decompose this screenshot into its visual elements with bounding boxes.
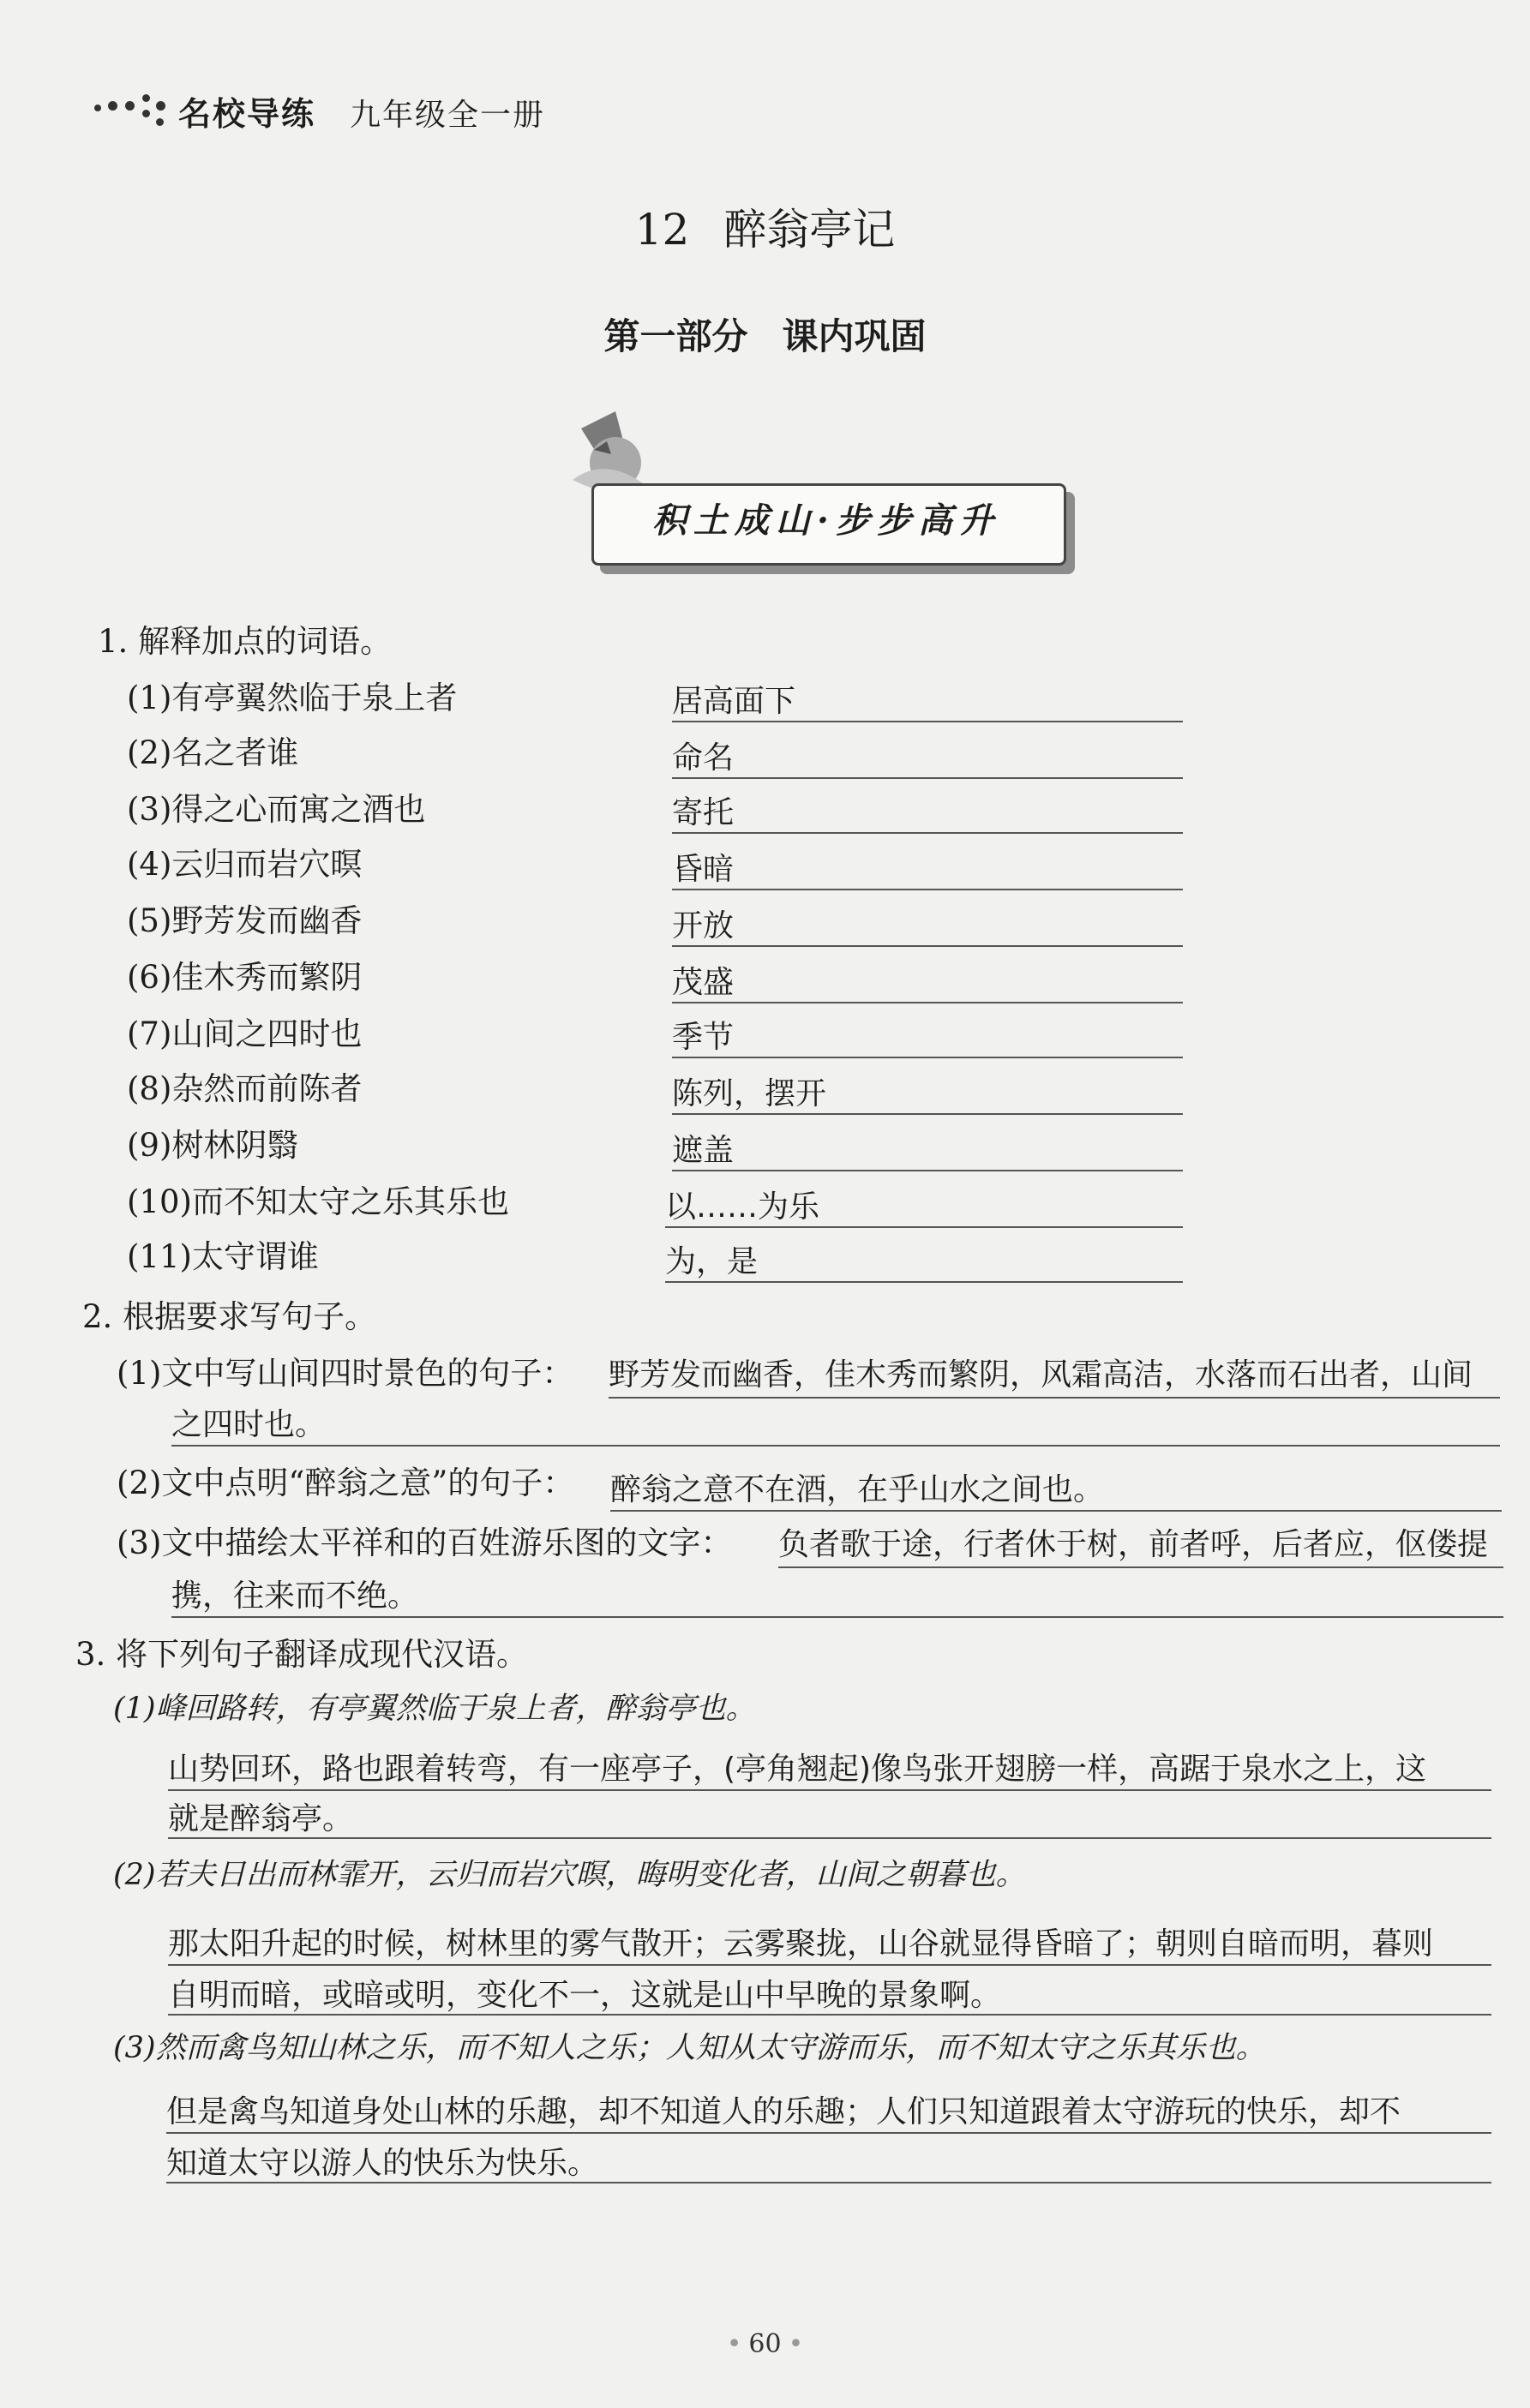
answer-underline xyxy=(610,1510,1502,1512)
q3-item-answer-cont: 就是醉翁亭。 xyxy=(168,1801,354,1836)
q1-item-answer: 以……为乐 xyxy=(665,1183,1183,1228)
q3-item-answer: 但是禽鸟知道身处山林的乐趣，却不知道人的乐趣；人们只知道跟着太守游玩的快乐，却不 xyxy=(166,2094,1401,2129)
answer-underline xyxy=(168,1837,1491,1839)
q2-title: 2. 根据要求写句子。 xyxy=(82,1298,377,1335)
q1-item-answer: 命名 xyxy=(672,734,1183,779)
lesson-number: 12 xyxy=(634,205,690,255)
answer-underline xyxy=(168,1964,1491,1966)
q1-title: 1. 解释加点的词语。 xyxy=(98,623,393,660)
q2-item-answer: 负者歌于途，行者休于树，前者呼，后者应，伛偻提 xyxy=(778,1527,1489,1562)
answer-underline xyxy=(166,2132,1491,2134)
q1-item-answer: 陈列，摆开 xyxy=(672,1069,1183,1115)
answer-underline xyxy=(778,1566,1503,1568)
q1-item-answer: 居高面下 xyxy=(672,677,1183,722)
q2-item-prompt: (2)文中点明“醉翁之意”的句子： xyxy=(117,1465,575,1501)
q1-item-prompt: (10)而不知太守之乐其乐也 xyxy=(127,1183,509,1220)
q3-sentence: (2)若夫日出而林霏开，云归而岩穴暝，晦明变化者，山间之朝暮也。 xyxy=(113,1858,1026,1892)
answer-underline xyxy=(168,1789,1491,1791)
q3-item-answer: 山势回环，路也跟着转弯，有一座亭子，(亭角翘起)像鸟张开翅膀一样，高踞于泉水之上，这 xyxy=(168,1752,1427,1787)
lesson-title xyxy=(0,195,1530,257)
section-banner-text: 积土成山·步步高升 xyxy=(652,500,1000,541)
q1-item-answer: 遮盖 xyxy=(672,1126,1183,1171)
q2-item-answer: 醉翁之意不在酒，在乎山水之间也。 xyxy=(610,1472,1105,1507)
header-brand: 名校导练 xyxy=(178,95,316,133)
q2-item-answer-cont: 之四时也。 xyxy=(171,1407,327,1442)
q3-item-prompt xyxy=(113,1685,756,1728)
q1-item-answer: 茂盛 xyxy=(672,958,1183,1003)
q3-title: 3. 将下列句子翻译成现代汉语。 xyxy=(75,1636,529,1673)
q1-item-prompt: (5)野芳发而幽香 xyxy=(127,902,363,939)
q1-item-answer: 季节 xyxy=(672,1013,1183,1058)
q1-item-answer: 为，是 xyxy=(665,1237,1183,1283)
answer-underline xyxy=(166,2182,1491,2183)
q1-item-answer: 开放 xyxy=(672,902,1183,947)
header-book-title: 九年级全一册 xyxy=(350,98,546,133)
q1-item-prompt: (11)太守谓谁 xyxy=(127,1238,319,1275)
q2-item-prompt: (1)文中写山间四时景色的句子： xyxy=(117,1355,574,1392)
q3-item-answer-cont: 自明而暗，或暗或明，变化不一，这就是山中早晚的景象啊。 xyxy=(168,1978,1002,2013)
q1-item-prompt: (7)山间之四时也 xyxy=(127,1015,363,1052)
q3-sentence: (3)然而禽鸟知山林之乐，而不知人之乐；人知从太守游而乐，而不知太守之乐其乐也。 xyxy=(113,2031,1266,2065)
answer-underline xyxy=(609,1397,1500,1399)
part-title-b: 课内巩固 xyxy=(782,315,927,357)
q2-item-answer-cont: 携，往来而不绝。 xyxy=(171,1578,419,1614)
q2-item-prompt: (3)文中描绘太平祥和的百姓游乐图的文字： xyxy=(117,1524,733,1561)
q1-item-prompt: (9)树林阴翳 xyxy=(127,1127,299,1164)
q1-item-answer: 昏暗 xyxy=(672,845,1183,890)
answer-underline xyxy=(171,1616,1503,1618)
q3-sentence: (1)峰回路转，有亭翼然临于泉上者，醉翁亭也。 xyxy=(113,1692,756,1726)
answer-underline xyxy=(168,2014,1491,2016)
page-number-value: 60 xyxy=(748,2329,782,2359)
header-dots-ornament xyxy=(94,93,170,132)
q3-item-prompt xyxy=(113,2024,1266,2067)
q1-item-prompt: (4)云归而岩穴暝 xyxy=(127,846,363,883)
q1-item-prompt: (8)杂然而前陈者 xyxy=(127,1070,363,1107)
q1-item-prompt: (1)有亭翼然临于泉上者 xyxy=(127,680,458,716)
q1-item-answer: 寄托 xyxy=(672,788,1183,834)
q1-item-prompt: (2)名之者谁 xyxy=(127,734,299,771)
lesson-name: 醉翁亭记 xyxy=(723,205,896,255)
q1-item-prompt: (3)得之心而寓之酒也 xyxy=(127,791,426,828)
q3-item-answer-cont: 知道太守以游人的快乐为快乐。 xyxy=(166,2146,599,2181)
page-number: • 60 • xyxy=(726,2329,804,2359)
part-title-a: 第一部分 xyxy=(603,315,748,357)
q2-item-answer: 野芳发而幽香，佳木秀而繁阴，风霜高洁，水落而石出者，山间 xyxy=(609,1357,1473,1393)
q1-item-prompt: (6)佳木秀而繁阴 xyxy=(127,959,363,996)
answer-underline xyxy=(171,1445,1500,1447)
part-title xyxy=(0,308,1530,360)
q3-item-prompt xyxy=(113,1851,1026,1894)
q3-item-answer: 那太阳升起的时候，树林里的雾气散开；云雾聚拢，山谷就显得昏暗了；朝则自暗而明，暮则 xyxy=(168,1926,1434,1962)
